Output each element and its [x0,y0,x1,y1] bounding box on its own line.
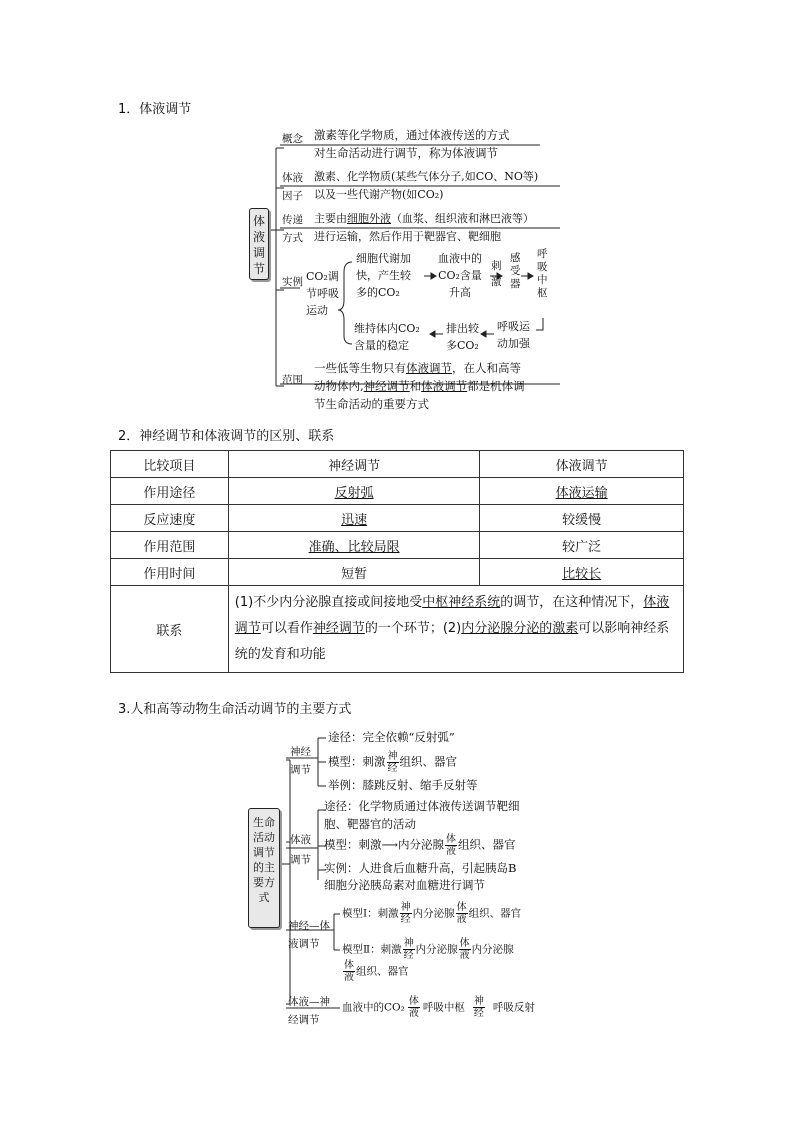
hn-label1: 体液—神 [288,996,330,1008]
underlined-term: 迅速 [341,512,368,528]
text-run: 响神经系统的发育和功能 [234,621,670,662]
text-line: 呼吸运 [497,320,530,333]
underlined-term: 体液运输 [555,485,608,501]
root-char: 命 [264,816,275,829]
humoral-label1: 体液 [290,834,311,846]
arrow-top: 神 [400,902,411,913]
arrow-top: 体 [446,834,456,845]
text-line: 节呼吸 [306,287,339,300]
text-line: 运动 [306,304,328,317]
arrow-label [473,996,485,1019]
text-run: 一些低等生物只有 [314,361,406,375]
root-char: 要 [253,876,264,889]
section3-heading: 3.人和高等动物生命活动调节的主要方式 [118,702,352,717]
underlined-term: 反射弧 [334,485,374,501]
hn-label2: 经调节 [288,1014,320,1026]
concept-label: 概念 [282,133,303,145]
text-line: 枢 [537,287,548,299]
text-line: CO₂调 [306,270,339,283]
underlined-term: 中枢神经系统 [422,595,501,610]
root-char: 的 [253,861,264,874]
table-cell: 短暂 [228,559,480,586]
arrow-bottom: 液 [408,1008,419,1019]
section1-heading: 1．体液调节 [118,102,192,117]
text-run: 可以看作 [260,621,313,636]
table-cell: 较广泛 [480,532,684,559]
underlined-term: 神经调节 [363,379,410,393]
nh-model2 [342,938,514,961]
text-run: 模型：刺激 [328,754,386,769]
text-line: 中 [537,274,548,286]
table-header: 神经调节 [228,451,480,478]
text-run: 组织、器官 [399,754,457,769]
text-run: 模型Ⅱ：刺激 [342,943,402,956]
text-line: 升高 [449,286,471,299]
humoral-path2: 胞、靶器官的活动 [324,817,416,831]
underlined-term: 神经调节 [312,621,365,636]
section3-root-box [248,808,280,928]
text-run: ，在人和高等 [452,361,521,375]
text-line: 多CO₂ [446,339,479,352]
text-line: 吸 [537,261,548,273]
text-line: 快，产生较 [356,269,411,282]
factor-line1: 激素、化学物质(某些气体分子,如CO、NO等) [314,170,539,183]
arrow-label [387,751,399,774]
text-run: 模型：刺激⟶内分泌腺 [324,837,444,852]
text-line: 激 [491,276,502,288]
underlined-term: 内分泌腺分泌的激素 [461,621,579,636]
humoral-model [324,834,516,857]
nh-model2-cont [342,960,409,983]
factor-line2: 以及一些代谢产物(如CO₂) [314,188,444,201]
scope-line3: 节生命活动的重要方式 [314,397,429,411]
table-cell: 较缓慢 [480,505,684,532]
text-line: 受 [510,265,521,277]
arrow-bottom: 经 [403,950,414,961]
text-run: 组织、器官 [468,907,522,920]
text-run: 组织、器官 [356,965,409,978]
factor-label2: 因子 [282,190,303,202]
text-line: CO₂含量 [438,269,482,282]
table-cell: 反应速度 [111,505,229,532]
nerve-example: 举例：膝跳反射、缩手反射等 [328,778,478,792]
humoral-label2: 调节 [290,854,311,866]
arrow-label [445,834,457,857]
text-line: 呼 [537,248,548,260]
root-char: 液 [252,230,265,244]
arrow-label [456,902,468,925]
nerve-model [328,751,457,774]
example-label: 实例 [282,276,303,288]
section2-heading: 2．神经调节和体液调节的区别、联系 [118,429,335,444]
nerve-label1: 神经 [290,746,311,758]
concept-line1: 激素等化学物质，通过体液传送的方式 [314,128,510,142]
text-run: 的一个环节；(2) [364,621,462,636]
underlined-term: 细胞外液 [347,212,391,225]
underlined-term: 体液调节 [234,595,670,636]
root-char: 体 [252,214,265,228]
text-run: 和 [409,379,422,393]
text-run: 动物体内, [314,379,364,393]
root-char: 节 [264,846,275,859]
arrow-label [400,902,412,925]
arrow-bottom: 液 [344,972,354,983]
text-line: 排出较 [446,322,479,335]
transport-label2: 方式 [282,232,303,244]
nerve-path: 途径：完全依赖“反射弧” [328,730,455,744]
table-cell: 作用途径 [111,478,229,505]
text-line: 器 [510,278,521,290]
arrow-top: 神 [473,996,484,1007]
arrow-label [403,938,415,961]
text-line: 感 [510,252,521,264]
text-run: 呼吸反射 [492,1001,535,1014]
nh-label1: 神经—体 [288,920,330,932]
text-line: 维持体内CO₂ [354,322,420,335]
text-run: （血浆、组织液和淋巴液等） [391,212,534,225]
transport-label1: 传递 [282,214,303,226]
text-run: 呼吸中枢 [422,1001,465,1014]
arrow-label [459,938,471,961]
root-char: 调 [252,246,265,260]
text-run: 主要由 [314,212,347,225]
text-run: 内分泌腺 [471,943,514,956]
scope-label: 范围 [282,374,303,386]
arrow-label [343,960,355,983]
text-run: 血液中的CO₂ [342,1001,405,1014]
text-line: 细胞代谢加 [356,252,411,265]
underlined-term: 体液调节 [421,379,468,393]
text-run: 内分泌腺 [412,907,455,920]
underlined-term: 体液调节 [406,361,452,375]
root-char: 方 [264,876,275,889]
root-char: 生 [253,816,264,829]
table-cell: 作用时间 [111,559,229,586]
arrow-bottom: 液 [459,950,470,961]
table-header: 体液调节 [480,451,684,478]
underlined-term: 准确、比较局限 [308,539,400,555]
transport-line2: 进行运输，然后作用于靶器官、靶细胞 [314,230,501,243]
root-char: 主 [264,861,275,874]
text-line: 血液中的 [438,252,482,265]
text-run: 组织、器官 [458,837,516,852]
nerve-label2: 调节 [290,764,311,776]
concept-line2: 对生命活动进行调节，称为体液调节 [314,146,498,160]
arrow-bottom: 经 [387,763,398,774]
factor-label1: 体液 [282,172,303,184]
arrow-top: 体 [408,996,419,1007]
root-char: 调 [253,846,264,859]
arrow-bottom: 液 [456,914,467,925]
text-line: 动加强 [497,337,530,350]
root-char: 式 [258,891,270,904]
nh-label2: 液调节 [288,938,320,950]
root-char: 动 [264,831,275,844]
arrow-top: 体 [459,938,470,949]
table-header: 比较项目 [111,451,229,478]
humoral-ex2: 细胞分泌胰岛素对血糖进行调节 [324,878,485,892]
arrow-top: 体 [456,902,467,913]
arrow-bottom: 经 [400,914,411,925]
underlined-term: 比较长 [562,566,602,582]
humoral-ex1: 实例：人进食后血糖升高，引起胰岛B [324,861,517,875]
text-line: 刺 [491,260,502,272]
root-char: 活 [253,831,264,844]
arrow-label [408,996,420,1019]
arrow-top: 神 [403,938,414,949]
table-cell: 联系 [111,586,229,673]
text-run: 的调节，在这种情况下， [500,595,644,610]
hn-model [342,996,535,1019]
text-run: 都是机体调 [467,379,525,393]
text-run: (1)不少内分泌腺直接或间接地受 [234,595,423,610]
text-line: 多的CO₂ [356,286,400,299]
arrow-top: 体 [344,960,354,971]
text-line: 含量的稳定 [354,339,409,352]
arrow-bottom: 经 [473,1008,484,1019]
humoral-path1: 途径：化学物质通过体液传送调节靶细 [324,799,520,813]
table-cell: 作用范围 [111,532,229,559]
nh-model1 [342,902,521,925]
arrow-bottom: 液 [446,846,456,857]
text-run: 可以影 [578,621,618,636]
root-char: 节 [252,262,265,276]
text-run: 模型Ⅰ：刺激 [342,907,399,920]
text-run: 内分泌腺 [415,943,458,956]
arrow-top: 神 [387,751,398,762]
